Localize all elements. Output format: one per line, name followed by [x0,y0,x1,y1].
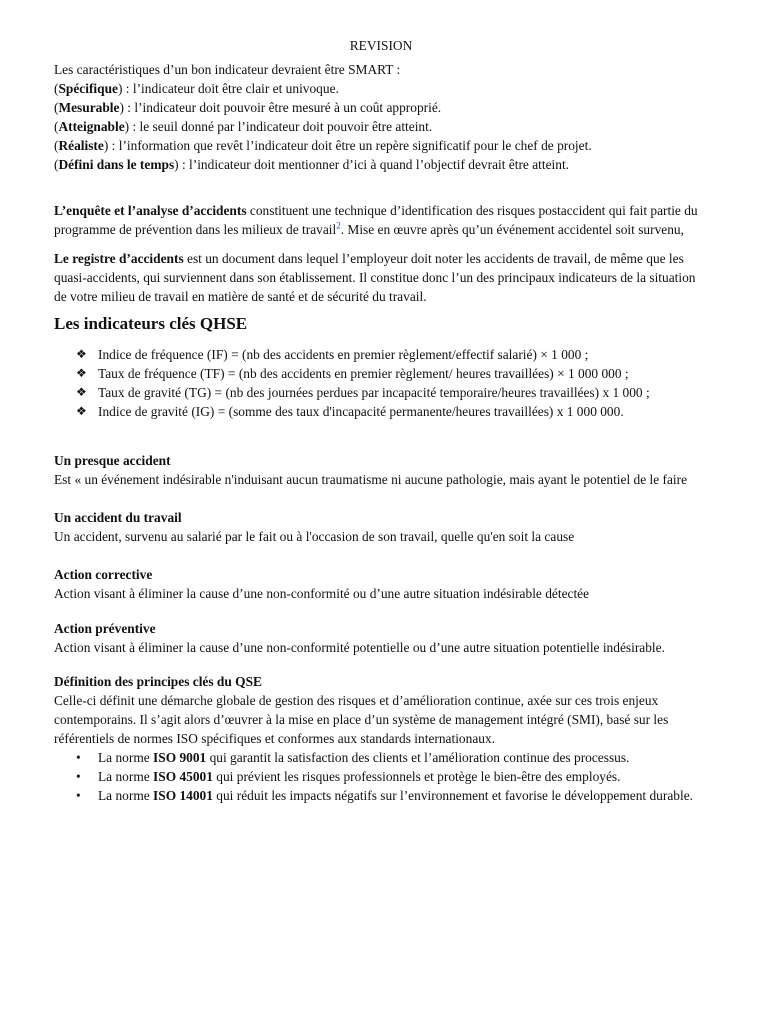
list-item [76,345,708,364]
diamond-bullet-icon: ❖ [76,404,87,418]
iso-norm: ISO 9001 [153,750,207,765]
smart-intro: Les caractéristiques d’un bon indicateur devraient être SMART : [54,62,401,77]
footnote-link[interactable]: 2 [336,220,341,231]
definition-text: Est « un événement indésirable n'induisant aucun traumatisme ni aucune pathologie, mais ayant le potentiel de le faire [54,472,688,487]
iso-pre: La norme [98,788,154,803]
iso-norm: ISO 45001 [153,769,213,784]
diamond-bullet-icon: ❖ [76,385,87,399]
definition-title: Action corrective [54,567,153,582]
smart-post: ) : l’indicateur doit être clair et univoque. [118,81,339,96]
page-title: REVISION [349,38,413,53]
list-item [76,748,708,767]
smart-pre: ( [54,119,59,134]
enquete-term: L’enquête et l’analyse d’accidents [54,203,247,218]
list-item-text: Taux de gravité (TG) = (nb des journées perdues par incapacité temporaire/heures travaillées) x 1 000 ; [98,385,650,400]
list-item-text: Taux de fréquence (TF) = (nb des accidents en premier règlement/ heures travaillées) × 1 000 000 ; [98,366,629,381]
smart-pre: ( [54,100,59,115]
smart-pre: ( [54,138,59,153]
smart-item-realiste [54,136,708,155]
definition-text: Un accident, survenu au salarié par le fait ou à l'occasion de son travail, quelle qu'en soit la cause [54,529,575,544]
iso-pre: La norme [98,769,154,784]
smart-item-specifique [54,79,708,98]
diamond-bullet-icon: ❖ [76,347,87,361]
smart-post: ) : l’indicateur doit pouvoir être mesuré à un coût approprié. [119,100,442,115]
smart-item-mesurable [54,98,708,117]
list-item-text: Indice de gravité (IG) = (somme des taux d'incapacité permanente/heures travaillées) x 1 000 000. [98,404,624,419]
definition-text: Action visant à éliminer la cause d’une non-conformité potentielle ou d’une autre situation potentielle indésirable. [54,640,665,655]
bullet-icon: • [76,750,81,765]
qse-title: Définition des principes clés du QSE [54,674,262,689]
list-item-text: Indice de fréquence (IF) = (nb des accidents en premier règlement/effectif salarié) × 1 000 ; [98,347,589,362]
definition-title: Un presque accident [54,453,171,468]
indicateurs-heading: Les indicateurs clés QHSE [54,314,248,333]
iso-post: qui prévient les risques professionnels et protège le bien-être des employés. [212,769,621,784]
list-item [76,767,708,786]
list-item [76,383,708,402]
diamond-bullet-icon: ❖ [76,366,87,380]
smart-item-atteignable [54,117,708,136]
definition-title: Un accident du travail [54,510,182,525]
qse-text: Celle-ci définit une démarche globale de gestion des risques et d’amélioration continue, axée sur ces trois enjeux contemporains. Il s’agit alors d’œuvrer à la mise en place d’un système de management intégré (SMI), basé sur les référentiels de normes ISO spécifiques et conformes aux standards internationaux. [54,693,669,746]
list-item [76,364,708,383]
registre-paragraph [54,249,708,306]
enquete-paragraph [54,201,708,239]
enquete-text: constituent une technique d’identification des risques postaccident qui fait partie du programme de prévention dans les milieux de travail [54,203,698,237]
iso-norm: ISO 14001 [153,788,213,803]
smart-pre: ( [54,157,59,172]
list-item [76,786,708,805]
smart-term: Réaliste [58,138,104,153]
bullet-icon: • [76,788,81,803]
definition-title: Action préventive [54,621,156,636]
smart-term: Mesurable [58,100,120,115]
indicateurs-list [54,345,708,421]
smart-post: ) : l’information que revêt l’indicateur doit être un repère significatif pour le chef de projet. [103,138,592,153]
iso-post: qui garantit la satisfaction des clients et l’amélioration continue des processus. [206,750,630,765]
smart-pre: ( [54,81,59,96]
iso-list [54,748,708,805]
iso-pre: La norme [98,750,154,765]
smart-item-temps [54,155,708,174]
iso-post: qui réduit les impacts négatifs sur l’environnement et favorise le développement durable. [212,788,693,803]
registre-text: est un document dans lequel l’employeur doit noter les accidents de travail, de même que les quasi-accidents, qui surviennent dans son établissement. Il constitue donc l’un des principaux indicateurs de la situation de votre milieu de travail en matière de santé et de sécurité du travail. [54,251,696,304]
smart-term: Défini dans le temps [58,157,175,172]
bullet-icon: • [76,769,81,784]
registre-term: Le registre d’accidents [54,251,184,266]
definition-text: Action visant à éliminer la cause d’une non-conformité ou d’une autre situation indésirable détectée [54,586,590,601]
smart-term: Spécifique [58,81,118,96]
enquete-text-end: . Mise en œuvre après qu’un événement accidentel soit survenu, [340,222,684,237]
smart-post: ) : l’indicateur doit mentionner d’ici à quand l’objectif devrait être atteint. [174,157,570,172]
smart-term: Atteignable [58,119,125,134]
smart-post: ) : le seuil donné par l’indicateur doit pouvoir être atteint. [124,119,433,134]
list-item [76,402,708,421]
